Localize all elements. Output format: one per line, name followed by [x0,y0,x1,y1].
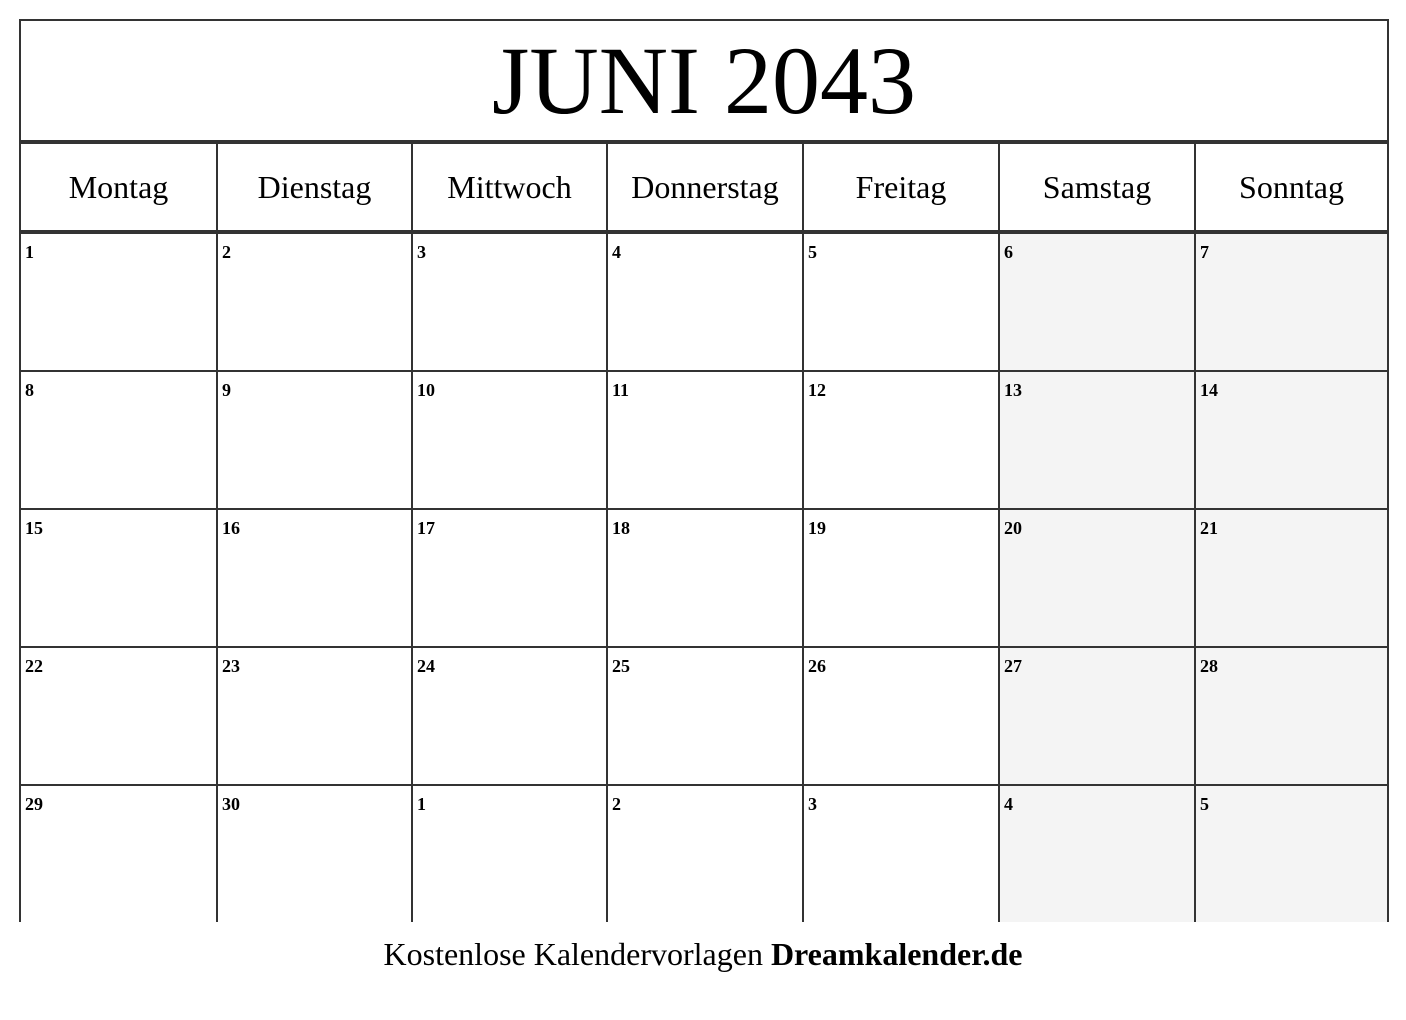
day-number: 8 [25,380,34,400]
day-cell [411,784,606,922]
day-cell [606,508,802,646]
day-number: 7 [1200,242,1209,262]
day-cell [411,508,606,646]
day-cell [606,370,802,508]
day-cell [998,784,1194,922]
day-cell [216,232,411,370]
day-cell [1194,646,1387,784]
day-number: 6 [1004,242,1013,262]
day-number: 2 [612,794,621,814]
day-number: 30 [222,794,240,814]
day-cell [1194,370,1387,508]
day-number: 27 [1004,656,1022,676]
day-number: 1 [25,242,34,262]
day-cell [1194,508,1387,646]
day-number: 23 [222,656,240,676]
day-number: 1 [417,794,426,814]
day-number: 3 [417,242,426,262]
day-cell [802,370,998,508]
day-cell [802,508,998,646]
day-cell [216,508,411,646]
day-cell [1194,784,1387,922]
day-cell [998,232,1194,370]
day-cell [606,784,802,922]
day-number: 12 [808,380,826,400]
day-cell [606,232,802,370]
day-number: 5 [1200,794,1209,814]
weekday-header-thursday: Donnerstag [606,142,802,232]
day-number: 4 [612,242,621,262]
footer-text: Kostenlose Kalendervorlagen [383,936,763,972]
day-cell [998,508,1194,646]
day-cell [21,784,216,922]
day-number: 11 [612,380,630,400]
day-number: 25 [612,656,630,676]
day-number: 18 [612,518,630,538]
day-number: 15 [25,518,43,538]
day-cell [802,232,998,370]
weekday-header-monday: Montag [21,142,216,232]
weekday-header-sunday: Sonntag [1194,142,1387,232]
day-cell [998,646,1194,784]
day-number: 16 [222,518,240,538]
day-number: 29 [25,794,43,814]
day-cell [216,370,411,508]
weekday-header-saturday: Samstag [998,142,1194,232]
day-cell [411,232,606,370]
day-cell [21,508,216,646]
day-number: 19 [808,518,826,538]
weekday-header-wednesday: Mittwoch [411,142,606,232]
day-number: 10 [417,380,435,400]
day-number: 24 [417,656,435,676]
day-number: 17 [417,518,435,538]
day-number: 3 [808,794,817,814]
footer-brand: Dreamkalender.de [770,936,1023,972]
day-number: 5 [808,242,817,262]
day-cell [606,646,802,784]
day-cell [411,646,606,784]
day-cell [411,370,606,508]
day-number: 28 [1200,656,1218,676]
day-cell [216,784,411,922]
day-number: 14 [1200,380,1218,400]
day-cell [802,784,998,922]
day-number: 26 [808,656,826,676]
day-number: 21 [1200,518,1218,538]
day-cell [1194,232,1387,370]
days-grid [21,232,1387,922]
weekday-header-friday: Freitag [802,142,998,232]
day-number: 2 [222,242,231,262]
calendar [19,19,1389,922]
weekday-header-row [21,142,1387,232]
day-number: 4 [1004,794,1013,814]
day-cell [21,370,216,508]
day-cell [21,232,216,370]
title-bar [21,21,1387,142]
footer [0,936,1406,973]
calendar-title: JUNI 2043 [492,26,916,134]
day-cell [998,370,1194,508]
day-number: 22 [25,656,43,676]
day-cell [802,646,998,784]
day-number: 13 [1004,380,1022,400]
day-cell [216,646,411,784]
weekday-header-tuesday: Dienstag [216,142,411,232]
day-number: 20 [1004,518,1022,538]
day-cell [21,646,216,784]
day-number: 9 [222,380,231,400]
